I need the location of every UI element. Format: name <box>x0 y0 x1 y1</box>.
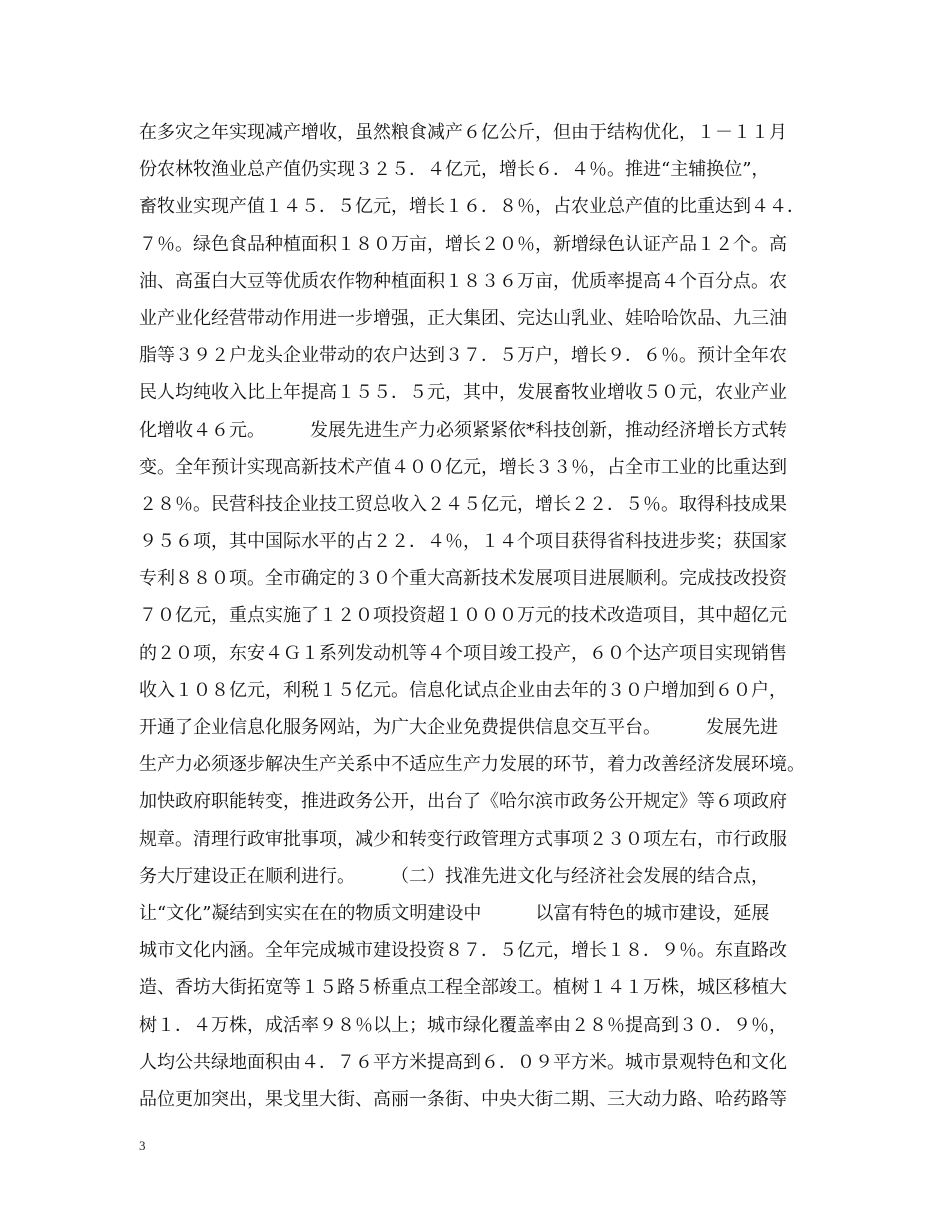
text-line: 份农林牧渔业总产值仍实现３２５．４亿元，增长６．４％。推进“主辅换位”， <box>139 159 770 181</box>
text-line: 开通了企业信息化服务网站，为广大企业免费提供信息交互平台。 发展先进 <box>139 717 778 738</box>
body-text <box>139 114 819 1118</box>
text-line: 的２０项，东安４Ｇ１系列发动机等４个项目竣工投产，６０个达产项目实现销售 <box>139 642 787 664</box>
text-line: 树１．４万株，成活率９８％以上；城市绿化覆盖率由２８％提高到３０．９％， <box>139 1014 787 1036</box>
text-line: 化增收４６元。 发展先进生产力必须紧紧依*科技创新，推动经济增长方式转 <box>139 419 787 441</box>
text-line: 油、高蛋白大豆等优质农作物种植面积１８３６万亩，优质率提高４个百分点。农 <box>139 270 787 292</box>
text-line: 造、香坊大街拓宽等１５路５桥重点工程全部竣工。植树１４１万株，城区移植大 <box>139 977 787 999</box>
text-line: 生产力必须逐步解决生产关系中不适应生产力发展的环节，着力改善经济发展环境。 <box>139 754 805 776</box>
text-line: 民人均纯收入比上年提高１５５．５元，其中，发展畜牧业增收５０元，农业产业 <box>139 382 787 404</box>
text-line: ２８％。民营科技企业技工贸总收入２４５亿元，增长２２．５％。取得科技成果 <box>139 493 787 515</box>
text-line: 品位更加突出，果戈里大街、高丽一条街、中央大街二期、三大动力路、哈药路等 <box>139 1088 787 1110</box>
text-line: 规章。清理行政审批事项，减少和转变行政管理方式事项２３０项左右，市行政服 <box>139 828 787 850</box>
text-line: 城市文化内涵。全年完成城市建设投资８７．５亿元，增长１８．９％。东直路改 <box>139 940 787 962</box>
text-line: 加快政府职能转变，推进政务公开，出台了《哈尔滨市政务公开规定》等６项政府 <box>139 791 787 813</box>
text-line: 务大厅建设正在顺利进行。 （二）找准先进文化与经济社会发展的结合点， <box>139 865 769 887</box>
text-line: 收入１０８亿元，利税１５亿元。信息化试点企业由去年的３０户增加到６０户， <box>139 679 787 701</box>
text-line: 人均公共绿地面积由４．７６平方米提高到６．０９平方米。城市景观特色和文化 <box>139 1051 787 1073</box>
text-line: 业产业化经营带动作用进一步增强，正大集团、完达山乳业、娃哈哈饮品、九三油 <box>139 307 787 329</box>
text-line: ７０亿元，重点实施了１２０项投资超１０００万元的技术改造项目，其中超亿元 <box>139 605 787 627</box>
text-line: 畜牧业实现产值１４５．５亿元，增长１６．８％，占农业总产值的比重达到４４． <box>139 196 805 218</box>
text-line: 在多灾之年实现减产增收，虽然粮食减产６亿公斤，但由于结构优化，１－１１月 <box>139 122 787 143</box>
text-line: 让“文化”凝结到实实在在的物质文明建设中 以富有特色的城市建设，延展 <box>139 902 770 924</box>
text-line: 脂等３９２户龙头企业带动的农户达到３７．５万户，增长９．６％。预计全年农 <box>139 345 787 367</box>
text-line: 专利８８０项。全市确定的３０个重大高新技术发展项目进展顺利。完成技改投资 <box>139 568 787 590</box>
page-number: 3 <box>139 1138 146 1153</box>
text-line: ９５６项，其中国际水平的占２２．４％，１４个项目获得省科技进步奖；获国家 <box>139 531 787 553</box>
text-line: 变。全年预计实现高新技术产值４００亿元，增长３３％，占全市工业的比重达到 <box>139 456 787 478</box>
text-line: ７％。绿色食品种植面积１８０万亩，增长２０％，新增绿色认证产品１２个。高 <box>139 233 787 255</box>
